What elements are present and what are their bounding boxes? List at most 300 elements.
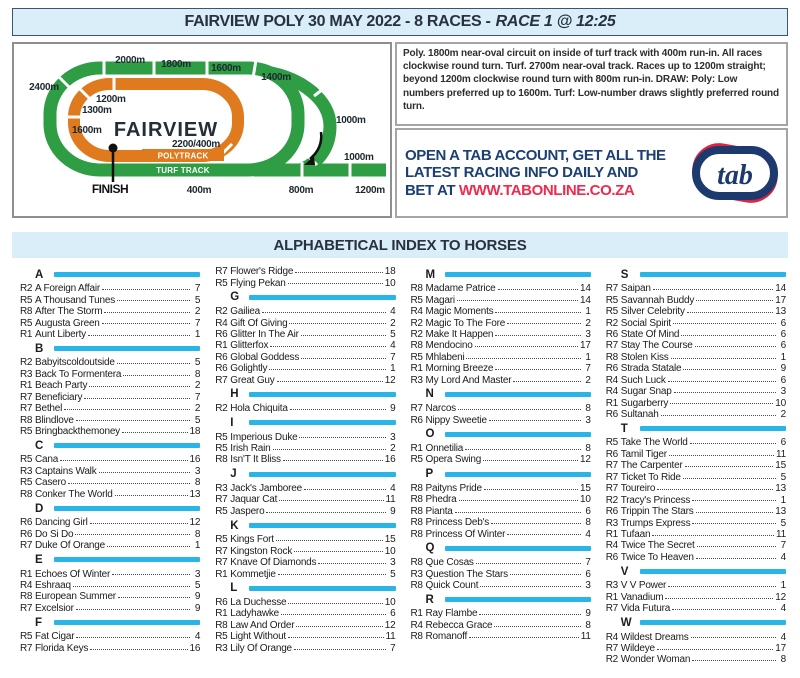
horse-index-row	[411, 454, 591, 465]
page-number: 11	[580, 631, 591, 643]
horse-index-row	[411, 317, 591, 328]
horse-index-row	[20, 392, 200, 403]
horse-index-row	[215, 545, 395, 556]
race-number: R8	[410, 482, 423, 494]
dot-leader	[76, 603, 190, 610]
horse-index-row	[606, 643, 786, 654]
race-number: R1	[20, 568, 33, 580]
dot-leader	[692, 517, 776, 524]
page-number: 12	[189, 517, 201, 529]
page-number: 8	[194, 528, 201, 540]
dot-leader	[466, 352, 580, 359]
horse-name: Gailiea	[230, 306, 260, 318]
horse-index-row	[411, 494, 591, 505]
dot-leader	[304, 483, 386, 490]
horse-index-row	[215, 494, 395, 505]
dot-leader	[64, 403, 190, 410]
horse-index-row	[215, 620, 395, 631]
race-number: R8	[605, 351, 618, 363]
dot-leader	[657, 643, 773, 650]
horse-name: Glitterfox	[230, 340, 269, 352]
page-number: 11	[385, 631, 396, 643]
ad-line-1: OPEN A TAB ACCOUNT, GET ALL THE	[405, 147, 666, 165]
horse-index-row	[411, 414, 591, 425]
horse-index-row	[215, 306, 395, 317]
dot-leader	[697, 540, 776, 547]
race-number: R8	[410, 340, 423, 352]
horse-index-row	[411, 329, 591, 340]
horse-index-row	[215, 568, 395, 579]
index-section-header	[215, 416, 395, 429]
race-number: R7	[410, 403, 423, 415]
page-number: 5	[194, 414, 201, 426]
section-letter: S	[620, 268, 629, 281]
dot-leader	[668, 375, 776, 382]
race-number: R5	[605, 294, 618, 306]
dot-leader	[683, 363, 776, 370]
race-number: R1	[605, 397, 618, 409]
horse-name: Savannah Buddy	[620, 294, 695, 306]
section-divider-bar	[445, 597, 591, 602]
horse-index-row	[606, 517, 786, 528]
horse-name: Golightly	[230, 363, 268, 375]
horse-name: Irish Rain	[230, 443, 271, 455]
horse-index-row	[215, 403, 395, 414]
horse-name: Bringbackthemoney	[35, 426, 120, 438]
page-number: 2	[585, 317, 591, 329]
horse-name: Aunt Liberty	[35, 328, 86, 340]
horse-name: After The Storm	[35, 306, 103, 318]
dot-leader	[301, 352, 385, 359]
top-section	[12, 42, 788, 218]
tab-logo-text: tab	[717, 160, 753, 191]
horse-index-row	[20, 489, 200, 500]
horse-name: Florida Keys	[35, 642, 89, 654]
horse-name: Paityns Pride	[425, 482, 482, 494]
horse-index-row	[20, 517, 200, 528]
page-number: 8	[194, 477, 201, 489]
page-number: 16	[384, 454, 396, 466]
page-number: 1	[780, 580, 786, 592]
race-number: R1	[215, 340, 228, 352]
page-number: 2	[194, 380, 201, 392]
dot-leader	[295, 266, 382, 273]
horse-name: Ladyhawke	[230, 608, 280, 620]
race-number: R1	[20, 380, 33, 392]
index-section-header	[20, 439, 200, 452]
dot-leader	[507, 317, 581, 324]
page-number: 7	[780, 540, 786, 552]
page-number: 18	[384, 266, 396, 278]
horse-index	[20, 266, 786, 666]
section-divider-bar	[640, 569, 786, 574]
race-number: R7	[605, 643, 618, 655]
race-number: R6	[410, 414, 423, 426]
horse-index-row	[606, 460, 786, 471]
dot-leader	[122, 426, 188, 433]
page-number: 15	[775, 460, 786, 472]
race-number: R7	[605, 283, 618, 295]
race-number: R8	[410, 517, 423, 529]
index-section-header	[215, 468, 395, 481]
dot-leader	[107, 540, 190, 547]
horse-index-row	[215, 363, 395, 374]
horse-index-row	[20, 369, 200, 380]
race-number: R1	[215, 608, 228, 620]
horse-index-row	[20, 357, 200, 368]
race-number: R7	[20, 403, 33, 415]
race-number: R6	[605, 448, 618, 460]
page-number: 8	[585, 619, 591, 631]
page-number: 6	[780, 317, 786, 329]
race-number: R7	[20, 602, 33, 614]
dot-leader	[273, 443, 386, 450]
race-number: R5	[605, 306, 618, 318]
section-divider-bar	[249, 420, 395, 425]
page-number: 5	[390, 328, 396, 340]
page-number: 1	[194, 328, 201, 340]
dot-leader	[495, 306, 580, 313]
dot-leader	[112, 568, 190, 575]
horse-index-row	[606, 306, 786, 317]
horse-name: Glitter In The Air	[230, 328, 299, 340]
race-time-title: RACE 1 @ 12:25	[495, 13, 616, 30]
dot-leader	[277, 375, 383, 382]
finish-dot	[109, 144, 118, 153]
race-number: R5	[215, 631, 228, 643]
page-number: 8	[585, 403, 591, 415]
page-number: 5	[194, 579, 201, 591]
section-divider-bar	[640, 620, 786, 625]
horse-name: Silver Celebrity	[620, 306, 685, 318]
race-number: R2	[215, 306, 228, 318]
page-number: 11	[385, 494, 396, 506]
horse-name: Nippy Sweetie	[425, 414, 487, 426]
page-number: 2	[390, 443, 396, 455]
page-number: 1	[780, 351, 786, 363]
section-letter: L	[230, 582, 238, 595]
page-number: 2	[780, 409, 786, 421]
track-name: FAIRVIEW	[113, 119, 219, 141]
dot-leader	[495, 363, 580, 370]
race-number: R5	[20, 317, 33, 329]
section-letter: N	[425, 388, 434, 401]
race-number: R5	[410, 351, 423, 363]
race-number: R4	[605, 386, 618, 398]
page-number: 1	[390, 363, 396, 375]
horse-index-row	[215, 454, 395, 465]
page-number: 5	[780, 471, 786, 483]
horse-index-row	[606, 483, 786, 494]
horse-name: Magari	[425, 294, 455, 306]
page-number: 3	[390, 431, 396, 443]
section-letter: G	[230, 291, 240, 304]
race-number: R3	[215, 482, 228, 494]
page-number: 1	[585, 351, 591, 363]
dot-leader	[687, 306, 773, 313]
race-number: R5	[215, 534, 228, 546]
dot-leader	[469, 631, 579, 638]
page-number: 7	[390, 351, 396, 363]
dot-leader	[475, 340, 578, 347]
race-number: R1	[410, 363, 423, 375]
horse-name: Que Cosas	[425, 557, 474, 569]
horse-index-row	[411, 352, 591, 363]
page-number: 6	[390, 608, 396, 620]
index-section-header	[215, 519, 395, 532]
section-letter: K	[230, 519, 239, 532]
horse-name: Isn'T It Bliss	[230, 454, 281, 466]
horse-index-row	[606, 294, 786, 305]
page-number: 8	[585, 517, 591, 529]
race-number: R7	[605, 471, 618, 483]
marker-inner-1600: 1600m	[72, 125, 102, 136]
dot-leader	[75, 528, 190, 535]
dot-leader	[495, 329, 580, 336]
race-number: R4	[215, 317, 228, 329]
page-number: 12	[384, 374, 396, 386]
section-divider-bar	[640, 426, 786, 431]
horse-name: Magic Moments	[425, 306, 494, 318]
horse-index-row	[606, 397, 786, 408]
dot-leader	[491, 517, 581, 524]
horse-name: My Lord And Master	[425, 374, 512, 386]
page-number: 7	[194, 391, 201, 403]
index-column-4	[606, 266, 786, 666]
horse-index-row	[606, 580, 786, 591]
horse-name: Flying Pekan	[230, 277, 286, 289]
race-number: R5	[410, 454, 423, 466]
dot-leader	[289, 317, 385, 324]
race-number: R2	[410, 328, 423, 340]
horse-index-row	[20, 283, 200, 294]
page-number: 5	[390, 568, 396, 580]
dot-leader	[494, 620, 580, 627]
page-number: 2	[194, 306, 201, 318]
dot-leader	[60, 454, 187, 461]
horse-name: Great Guy	[230, 374, 275, 386]
dot-leader	[683, 472, 776, 479]
dot-leader	[288, 597, 382, 604]
dot-leader	[695, 340, 776, 347]
section-letter: F	[35, 616, 43, 629]
horse-index-row	[606, 631, 786, 642]
page-number: 13	[775, 306, 786, 318]
dot-leader	[668, 580, 776, 587]
index-section-header	[411, 388, 591, 401]
horse-index-row	[20, 631, 200, 642]
top-right-column	[395, 42, 788, 218]
horse-name: Wonder Woman	[620, 654, 691, 666]
index-column-2	[215, 266, 395, 666]
horse-index-row	[411, 340, 591, 351]
horse-name: Toureiro	[620, 483, 656, 495]
index-section-header	[411, 593, 591, 606]
index-section-header	[215, 388, 395, 401]
section-divider-bar	[249, 472, 395, 477]
dot-leader	[102, 317, 191, 324]
race-number: R5	[215, 505, 228, 517]
marker-1000-side: 1000m	[336, 115, 366, 126]
horse-name: Captains Walk	[35, 465, 97, 477]
marker-1800: 1800m	[161, 59, 191, 70]
horse-name: Excelsior	[35, 602, 74, 614]
page-number: 1	[780, 494, 786, 506]
race-number: R5	[20, 454, 33, 466]
section-divider-bar	[249, 295, 395, 300]
dot-leader	[691, 631, 776, 638]
horse-index-row	[411, 375, 591, 386]
race-number: R3	[605, 580, 618, 592]
dot-leader	[458, 403, 581, 410]
dot-leader	[479, 608, 580, 615]
horse-name: Lily Of Orange	[230, 642, 292, 654]
page-number: 4	[780, 631, 786, 643]
horse-name: Eshraaq	[35, 579, 71, 591]
race-number: R6	[605, 363, 618, 375]
dot-leader	[690, 437, 776, 444]
horse-name: The Carpenter	[620, 460, 683, 472]
horse-name: Trumps Express	[620, 517, 691, 529]
race-number: R6	[215, 596, 228, 608]
section-divider-bar	[445, 472, 591, 477]
marker-1200-chute: 1200m	[355, 185, 385, 196]
page-number: 10	[384, 596, 396, 608]
horse-name: Augusta Green	[35, 317, 100, 329]
race-number: R3	[605, 517, 618, 529]
marker-800: 800m	[288, 185, 314, 196]
horse-name: Beach Party	[35, 380, 88, 392]
index-section-header	[20, 616, 200, 629]
dot-leader	[90, 643, 187, 650]
race-number: R1	[215, 568, 228, 580]
dot-leader	[269, 363, 385, 370]
dot-leader	[484, 483, 578, 490]
horse-index-row	[606, 654, 786, 665]
race-number: R5	[20, 631, 33, 643]
horse-name: Kingston Rock	[230, 545, 293, 557]
section-divider-bar	[249, 523, 395, 528]
dot-leader	[510, 568, 581, 575]
page-number: 10	[580, 494, 591, 506]
page-header-banner	[12, 8, 788, 36]
dot-leader	[84, 392, 190, 399]
race-number: R5	[215, 277, 228, 289]
page-number: 3	[194, 465, 201, 477]
page-number: 13	[189, 488, 201, 500]
horse-index-row	[20, 294, 200, 305]
tab-logo	[688, 143, 782, 203]
section-divider-bar	[445, 432, 591, 437]
page-number: 14	[580, 283, 591, 295]
race-number: R6	[605, 328, 618, 340]
dot-leader	[68, 477, 190, 484]
horse-name: Gift Of Giving	[230, 317, 288, 329]
dot-leader	[661, 409, 776, 416]
horse-name: Imperious Duke	[230, 431, 298, 443]
race-number: R7	[605, 460, 618, 472]
index-section-header	[411, 468, 591, 481]
horse-name: Morning Breeze	[425, 363, 494, 375]
dot-leader	[117, 294, 190, 301]
race-number: R5	[410, 294, 423, 306]
page-number: 14	[775, 283, 786, 295]
turf-track-label: TURF TRACK	[156, 166, 210, 175]
index-section-header	[411, 542, 591, 555]
race-number: R7	[605, 483, 618, 495]
page-number: 3	[585, 579, 591, 591]
dot-leader	[266, 506, 385, 513]
horse-index-row	[215, 643, 395, 654]
index-section-header	[215, 582, 395, 595]
race-number: R3	[410, 374, 423, 386]
horse-name: V V Power	[620, 580, 667, 592]
dot-leader	[299, 431, 385, 438]
page-number: 3	[780, 386, 786, 398]
index-section-header	[606, 616, 786, 629]
horse-name: Tamil Tiger	[620, 448, 667, 460]
section-letter: R	[425, 593, 434, 606]
race-number: R1	[410, 443, 423, 455]
index-section-header	[20, 553, 200, 566]
section-letter: J	[230, 468, 237, 481]
page-number: 12	[384, 619, 396, 631]
page-number: 10	[384, 277, 396, 289]
page-number: 9	[390, 505, 396, 517]
ad-line-3-prefix: BET AT	[405, 181, 459, 199]
race-number: R7	[215, 545, 228, 557]
dot-leader	[681, 329, 776, 336]
horse-index-row	[411, 528, 591, 539]
dot-leader	[673, 317, 776, 324]
horse-name: Kommetjie	[230, 568, 276, 580]
dot-leader	[73, 580, 190, 587]
horse-index-row	[215, 506, 395, 517]
page-number: 10	[775, 397, 786, 409]
race-number: R7	[605, 340, 618, 352]
section-letter: I	[230, 416, 234, 429]
race-number: R2	[410, 317, 423, 329]
section-divider-bar	[54, 506, 200, 511]
page-number: 9	[780, 363, 786, 375]
page-number: 3	[194, 568, 201, 580]
index-section-header	[20, 342, 200, 355]
page-number: 6	[780, 328, 786, 340]
horse-name: Such Luck	[620, 374, 666, 386]
marker-1000-chute: 1000m	[344, 152, 374, 163]
track-map-svg	[14, 44, 390, 216]
dot-leader	[102, 283, 190, 290]
horse-index-row	[215, 608, 395, 619]
horse-name: Madame Patrice	[425, 283, 496, 295]
dot-leader	[455, 506, 581, 513]
horse-name: Blindlove	[35, 414, 74, 426]
horse-index-row	[20, 568, 200, 579]
race-number: R2	[20, 283, 33, 295]
horse-index-row	[606, 494, 786, 505]
section-divider-bar	[54, 272, 200, 277]
horse-index-row	[20, 414, 200, 425]
horse-name: Phedra	[425, 494, 457, 506]
horse-name: Pianta	[425, 505, 453, 517]
horse-index-row	[606, 437, 786, 448]
index-section-header	[215, 291, 395, 304]
horse-name: Magic To The Fore	[425, 317, 506, 329]
horse-index-row	[20, 540, 200, 551]
section-letter: W	[620, 616, 632, 629]
section-letter: O	[425, 428, 435, 441]
page-number: 5	[780, 517, 786, 529]
